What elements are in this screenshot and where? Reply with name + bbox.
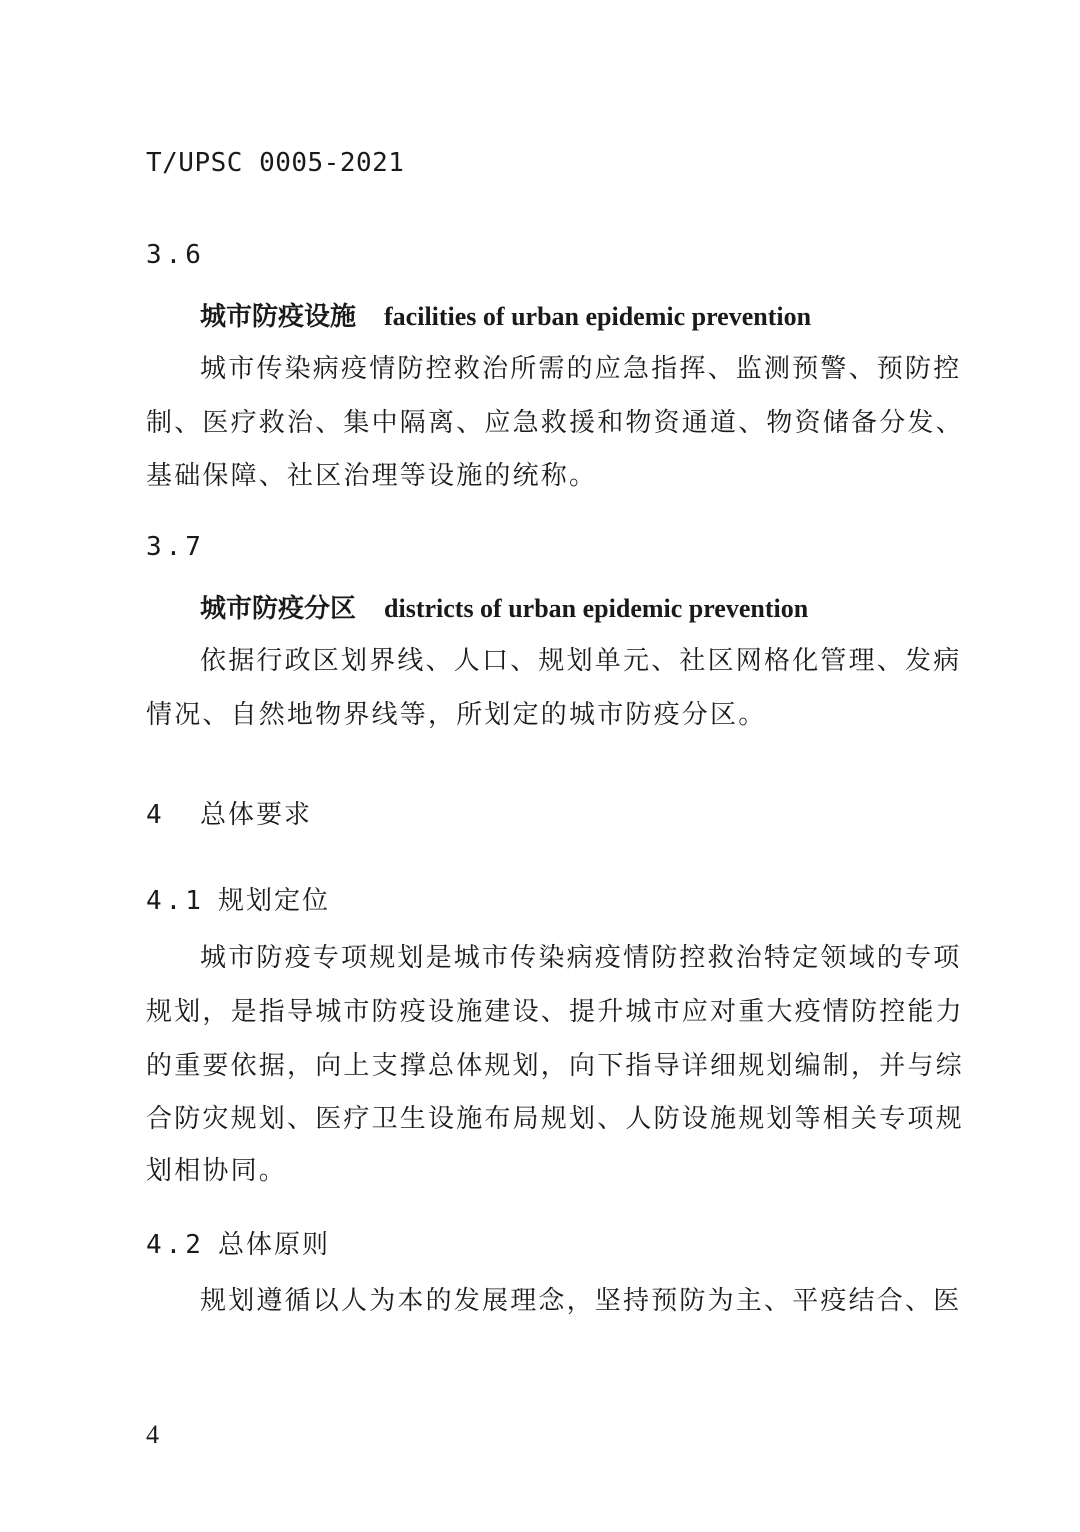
section-number: 4.1 (146, 886, 205, 916)
section-number: 4 (146, 800, 166, 830)
paragraph-line: 制、医疗救治、集中隔离、应急救援和物资通道、物资储备分发、 (146, 408, 964, 438)
paragraph-line: 城市传染病疫情防控救治所需的应急指挥、监测预警、预防控 (200, 354, 962, 384)
paragraph-line: 依据行政区划界线、人口、规划单元、社区网格化管理、发病 (200, 646, 962, 676)
paragraph-line: 划相协同。 (146, 1156, 288, 1186)
section-number: 4.2 (146, 1230, 205, 1260)
paragraph-line: 基础保障、社区治理等设施的统称。 (146, 461, 598, 491)
term-en: facilities of urban epidemic prevention (384, 302, 812, 331)
section-title: 总体要求 (200, 800, 313, 830)
term-en: districts of urban epidemic prevention (384, 594, 809, 623)
term-zh: 城市防疫分区 (200, 594, 357, 624)
paragraph-line: 城市防疫专项规划是城市传染病疫情防控救治特定领域的专项 (200, 943, 962, 973)
term-zh: 城市防疫设施 (200, 302, 357, 332)
clause-number-3-7: 3.7 (146, 532, 205, 562)
paragraph-line: 规划，是指导城市防疫设施建设、提升城市应对重大疫情防控能力 (146, 997, 964, 1027)
paragraph-line: 合防灾规划、医疗卫生设施布局规划、人防设施规划等相关专项规 (146, 1104, 964, 1134)
section-title: 规划定位 (218, 886, 331, 916)
paragraph-line: 规划遵循以人为本的发展理念，坚持预防为主、平疫结合、医 (200, 1286, 962, 1316)
section-title: 总体原则 (218, 1230, 331, 1260)
section-heading-4-1 (146, 880, 330, 917)
clause-number-3-6: 3.6 (146, 240, 205, 270)
section-heading-4 (146, 794, 312, 831)
document-code: T/UPSC 0005-2021 (146, 148, 405, 178)
paragraph-line: 情况、自然地物界线等，所划定的城市防疫分区。 (146, 700, 767, 730)
term-3-6 (200, 296, 811, 333)
paragraph-line: 的重要依据，向上支撑总体规划，向下指导详细规划编制，并与综 (146, 1051, 964, 1081)
section-heading-4-2 (146, 1224, 330, 1261)
term-3-7 (200, 588, 808, 625)
page-number: 4 (146, 1420, 159, 1449)
